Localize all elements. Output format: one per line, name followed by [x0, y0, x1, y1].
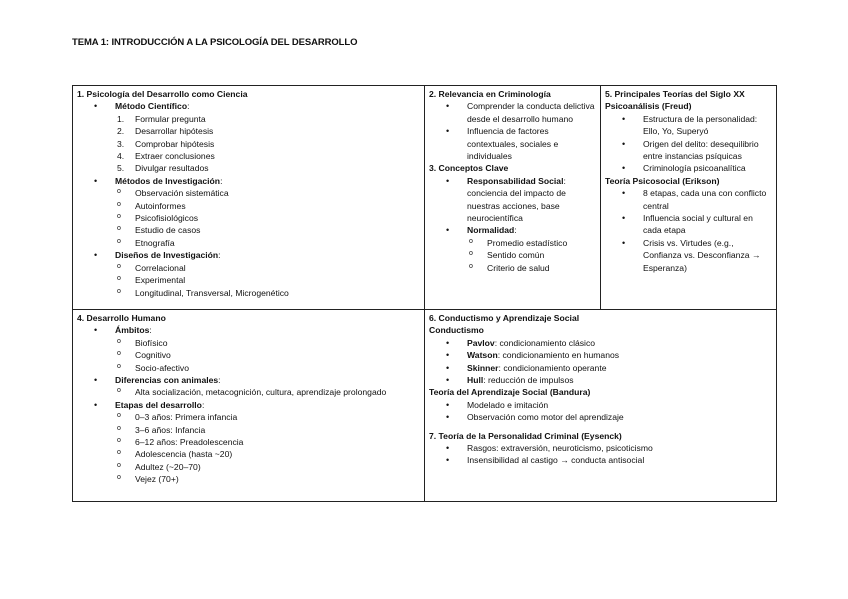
list-item: Desarrollar hipótesis — [135, 126, 214, 137]
list-item: • Normalidad: o Promedio estadístico o Sentido común o Criterio de salud — [429, 224, 596, 274]
psicoanalisis-list — [605, 113, 772, 175]
list-item: o 3–6 años: Infancia — [117, 424, 420, 436]
list-item: o 0–3 años: Primera infancia — [117, 411, 420, 423]
steps-list — [77, 113, 420, 175]
author-desc: condicionamiento en humanos — [502, 350, 620, 361]
list-item: • Ámbitos: o Biofísico o Cognitivo o Socio-afectivo — [77, 324, 420, 374]
ambitos-list — [77, 337, 420, 374]
list-item: • Diferencias con animales: o Alta socialización, metacognición, cultura, aprendizaje prolongado — [77, 374, 420, 399]
list-item: o Adultez (~20–70) — [117, 461, 420, 473]
section-7-heading: 7. Teoría de la Personalidad Criminal (Eysenck) — [429, 430, 622, 441]
etapas-list — [77, 411, 420, 485]
list-item: o Cognitivo — [117, 349, 420, 361]
content-table — [72, 85, 777, 502]
section-4-list — [77, 324, 420, 485]
list-item: • Influencia social y cultural en cada etapa — [605, 212, 772, 237]
section-6-heading: 6. Conductismo y Aprendizaje Social — [429, 313, 580, 323]
metodos-label: Métodos de Investigación — [115, 175, 221, 186]
list-item: • Método Científico: Formular pregunta Desarrollar hipótesis Comprobar hipótesis Extraer conclusiones Divulgar resultados — [77, 100, 420, 174]
section-2-list — [429, 100, 596, 162]
section-5-heading: 5. Principales Teorías del Siglo XX — [605, 89, 745, 99]
list-item: Comprobar hipótesis — [135, 138, 215, 149]
diferencias-label: Diferencias con animales — [115, 375, 219, 386]
list-item: o Correlacional — [117, 262, 420, 274]
section-2-3-cell — [425, 86, 601, 310]
bandura-list — [429, 399, 772, 424]
list-item: • Etapas del desarrollo: o 0–3 años: Primera infancia o 3–6 años: Infancia o 6–12 años: Preadolescencia o Adolescencia (hasta ~20) o Adultez (~20–70) o Vejez (70+) — [77, 399, 420, 486]
list-item: • Skinner: condicionamiento operante — [429, 362, 772, 374]
conductismo-heading: Conductismo — [429, 325, 484, 336]
list-item: o Biofísico — [117, 337, 420, 349]
author-name: Hull — [467, 375, 484, 386]
section-2-heading: 2. Relevancia en Criminología — [429, 89, 551, 99]
section-7-list — [429, 442, 772, 467]
bandura-heading: Teoría del Aprendizaje Social (Bandura) — [429, 387, 591, 398]
psicoanalisis-heading: Psicoanálisis (Freud) — [605, 101, 692, 112]
erikson-list — [605, 187, 772, 274]
metodo-cientifico-label: Método Científico — [115, 101, 188, 112]
conductismo-list — [429, 337, 772, 387]
list-item: o Sentido común — [469, 249, 596, 261]
list-item: o Autoinformes — [117, 200, 420, 212]
list-item: • Crisis vs. Virtudes (e.g., Confianza vs. Desconfianza → Esperanza) — [605, 237, 772, 274]
author-name: Pavlov — [467, 337, 495, 348]
author-desc: condicionamiento operante — [503, 362, 607, 373]
list-item: o Experimental — [117, 274, 420, 286]
list-item: • Watson: condicionamiento en humanos — [429, 349, 772, 361]
designs-list — [77, 262, 420, 299]
list-item: Formular pregunta — [135, 113, 206, 124]
list-item: • Rasgos: extraversión, neuroticismo, psicoticismo — [429, 442, 772, 454]
etapas-label: Etapas del desarrollo — [115, 399, 202, 410]
list-item: o Alta socialización, metacognición, cultura, aprendizaje prolongado — [117, 386, 420, 398]
normalidad-list — [429, 237, 596, 274]
list-item: o Observación sistemática — [117, 187, 420, 199]
list-item: o Estudio de casos — [117, 224, 420, 236]
section-6-7-cell — [425, 310, 777, 502]
section-3-heading: 3. Conceptos Clave — [429, 163, 509, 174]
section-1-cell — [73, 86, 425, 310]
section-1-heading: 1. Psicología del Desarrollo como Ciencia — [77, 89, 248, 99]
list-item: o Promedio estadístico — [469, 237, 596, 249]
list-item: o Etnografía — [117, 237, 420, 249]
list-item: Divulgar resultados — [135, 163, 209, 174]
author-desc: condicionamiento clásico — [499, 337, 596, 348]
list-item: o Adolescencia (hasta ~20) — [117, 448, 420, 460]
section-5-cell — [601, 86, 777, 310]
list-item: o Criterio de salud — [469, 262, 596, 274]
author-desc: reducción de impulsos — [488, 375, 574, 386]
methods-list — [77, 187, 420, 249]
list-item: o Socio-afectivo — [117, 362, 420, 374]
author-name: Skinner — [467, 362, 499, 373]
list-item: o Longitudinal, Transversal, Microgenético — [117, 287, 420, 299]
erikson-heading: Teoría Psicosocial (Erikson) — [605, 175, 720, 186]
list-item: • Pavlov: condicionamiento clásico — [429, 337, 772, 349]
list-item: • Criminología psicoanalítica — [605, 162, 772, 174]
disenos-label: Diseños de Investigación — [115, 250, 219, 261]
list-item: • Comprender la conducta delictiva desde el desarrollo humano — [429, 100, 596, 125]
list-item: o 6–12 años: Preadolescencia — [117, 436, 420, 448]
responsabilidad-text: conciencia del impacto de nuestras acciones, base neurocientífica — [467, 188, 566, 224]
normalidad-label: Normalidad — [467, 225, 515, 236]
section-4-heading: 4. Desarrollo Humano — [77, 313, 166, 323]
list-item: • Responsabilidad Social: conciencia del impacto de nuestras acciones, base neurocientífica — [429, 175, 596, 225]
list-item: • Hull: reducción de impulsos — [429, 374, 772, 386]
list-item: o Psicofisiológicos — [117, 212, 420, 224]
list-item: Extraer conclusiones — [135, 151, 215, 162]
diferencias-list — [77, 386, 420, 398]
document-title: TEMA 1: INTRODUCCIÓN A LA PSICOLOGÍA DEL DESARROLLO — [72, 37, 358, 48]
list-item: • Diseños de Investigación: o Correlacional o Experimental o Longitudinal, Transversal, Microgenético — [77, 249, 420, 299]
list-item: • Influencia de factores contextuales, sociales e individuales — [429, 125, 596, 162]
list-item: • Estructura de la personalidad: Ello, Yo, Superyó — [605, 113, 772, 138]
list-item: • Insensibilidad al castigo → conducta antisocial — [429, 454, 772, 466]
list-item: • Observación como motor del aprendizaje — [429, 411, 772, 423]
list-item: o Vejez (70+) — [117, 473, 420, 485]
responsabilidad-label: Responsabilidad Social — [467, 175, 564, 186]
section-1-list — [77, 100, 420, 299]
list-item: • Origen del delito: desequilibrio entre instancias psíquicas — [605, 138, 772, 163]
ambitos-label: Ámbitos — [115, 325, 150, 336]
list-item: • Modelado e imitación — [429, 399, 772, 411]
list-item: • 8 etapas, cada una con conflicto central — [605, 187, 772, 212]
section-4-cell — [73, 310, 425, 502]
list-item: • Métodos de Investigación: o Observación sistemática o Autoinformes o Psicofisiológicos o Estudio de casos o Etnografía — [77, 175, 420, 249]
author-name: Watson — [467, 350, 498, 361]
section-3-list — [429, 175, 596, 274]
